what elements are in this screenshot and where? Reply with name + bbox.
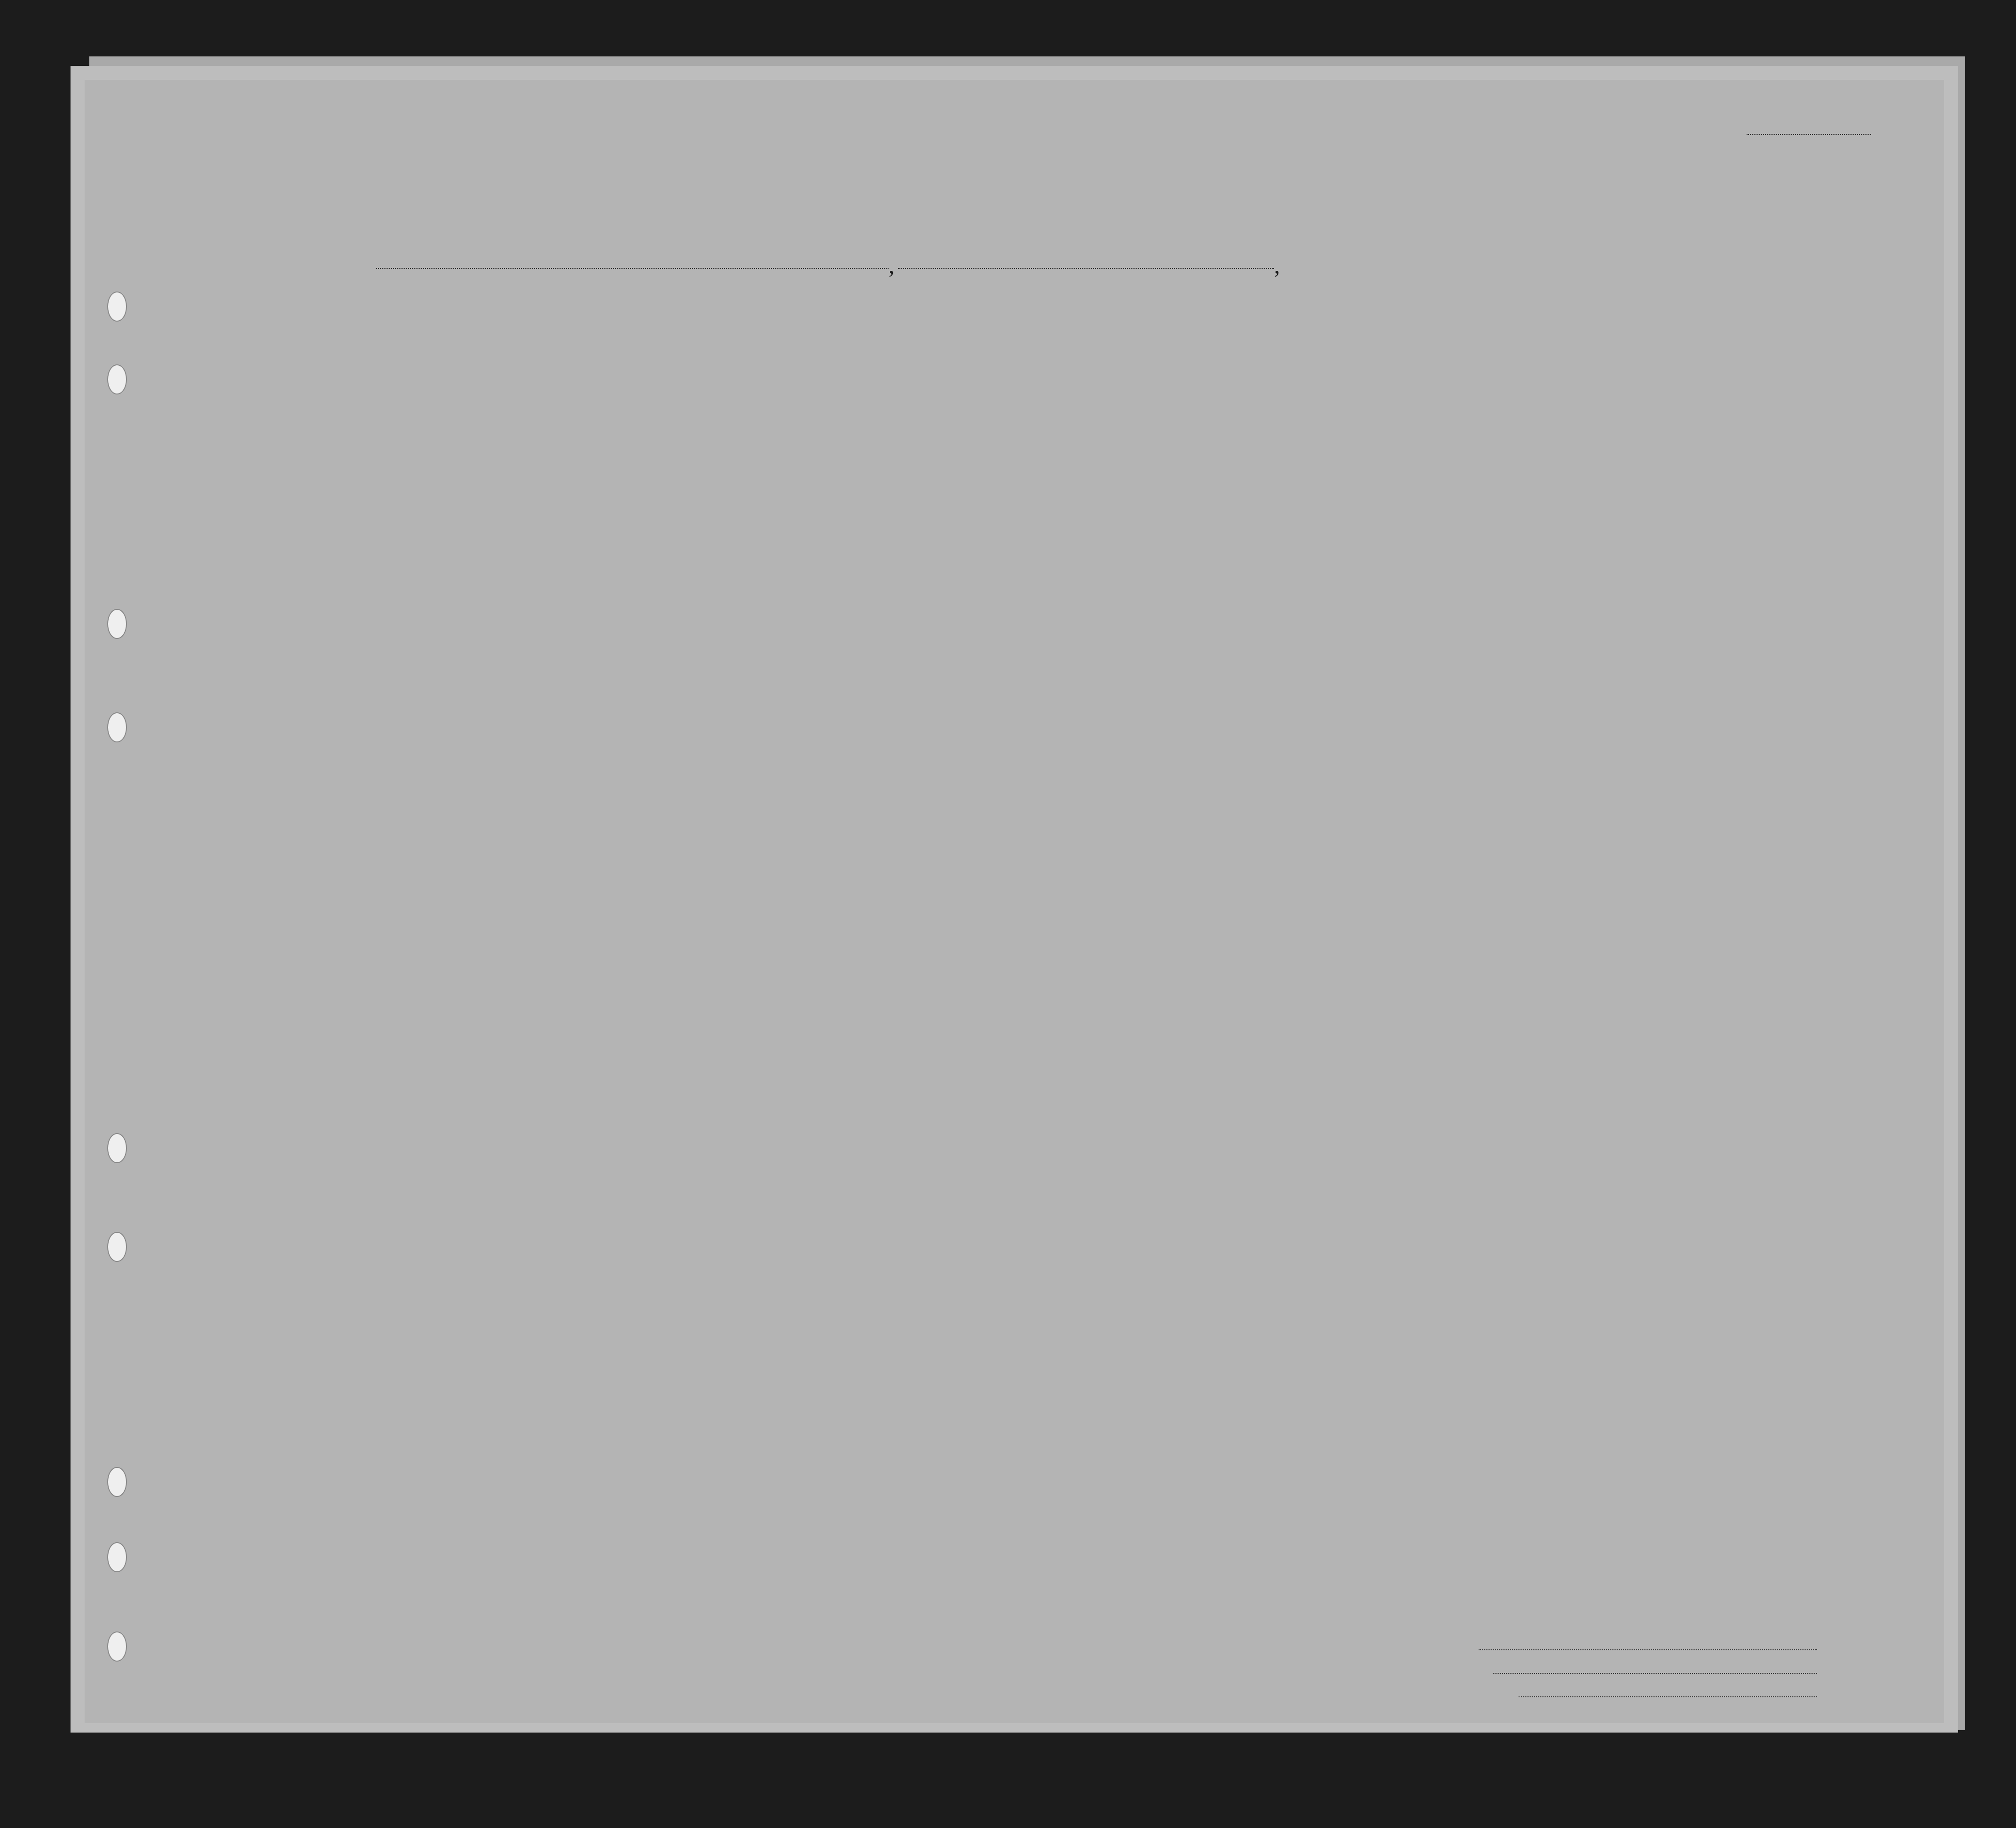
header-offer-labor — [1421, 341, 1457, 522]
header-purpose-return — [1169, 348, 1197, 522]
header-polygamist — [1315, 341, 1328, 522]
header-ticket — [598, 327, 612, 527]
header-purpose-length — [1199, 348, 1227, 522]
manifest-sheet: , , — [85, 80, 1944, 1723]
header-fifty-dollars — [718, 327, 732, 527]
header-inches — [1641, 480, 1652, 517]
header-feet — [1618, 480, 1630, 517]
header-prison — [1274, 341, 1307, 522]
header-purpose-citizen — [1228, 348, 1254, 522]
table-grid — [85, 80, 1944, 1723]
header-excluded — [1457, 341, 1479, 522]
header-arrested — [1481, 341, 1502, 522]
header-anarchist — [1337, 341, 1350, 522]
header-overthrow — [1361, 341, 1418, 522]
